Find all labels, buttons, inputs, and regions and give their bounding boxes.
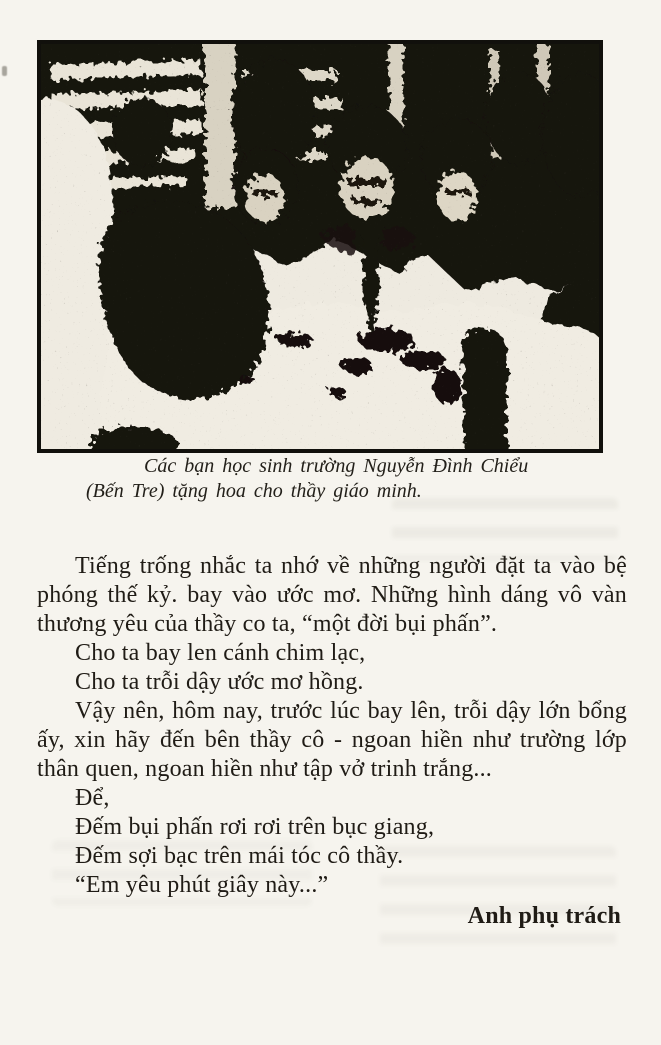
photo-caption <box>86 454 602 503</box>
bleed-through-artifact <box>392 498 618 560</box>
verse-1-line-2: Cho ta trỗi dậy ước mơ hồng. <box>75 669 364 695</box>
photo-illustration <box>37 40 603 453</box>
verse-2-line-1: Đếm bụi phấn rơi rơi trên bục giang, <box>75 814 435 840</box>
scan-edge-mark <box>2 66 7 76</box>
verse-2-line-2: Đếm sợi bạc trên mái tóc cô thầy. <box>75 843 404 869</box>
photo-grain-noise <box>37 40 603 453</box>
body-text <box>37 552 627 931</box>
author-signature: Anh phụ trách <box>467 903 621 929</box>
line-de: Để, <box>75 785 110 811</box>
photo-caption-line-2: (Bến Tre) tặng hoa cho thầy giáo minh. <box>86 479 422 502</box>
quote-line: “Em yêu phút giây này...” <box>75 872 329 898</box>
verse-1-line-1: Cho ta bay len cánh chim lạc, <box>75 640 366 666</box>
paragraph-2: Vậy nên, hôm nay, trước lúc bay lên, trỗi dậy lớn bổng ấy, xin hãy đến bên thầy cô - ngoan hiền như trường lớp thân quen, ngoan hiền như tập vở trinh trắng... <box>37 698 627 782</box>
paragraph-1: Tiếng trống nhắc ta nhớ về những người đặt ta vào bệ phóng thế kỷ. bay vào ước mơ. Những hình dáng vô vàn thương yêu của thầy co ta, “một đời bụi phấn”. <box>37 553 627 637</box>
photo-caption-line-1: Các bạn học sinh trường Nguyễn Đình Chiểu <box>144 455 529 477</box>
photo <box>37 40 603 453</box>
